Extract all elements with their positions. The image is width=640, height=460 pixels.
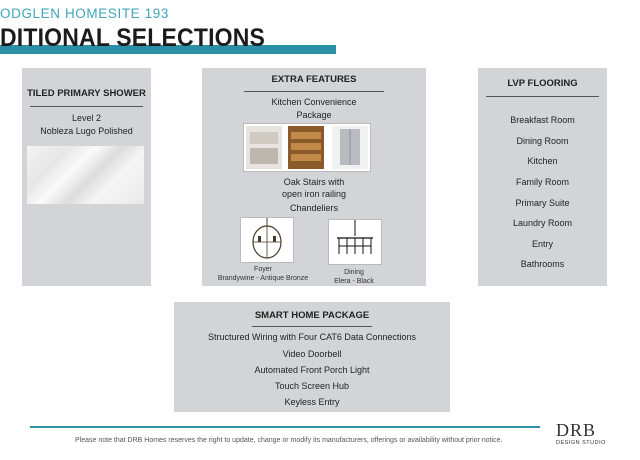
flooring-room: Kitchen	[527, 156, 558, 166]
flooring-room: Breakfast Room	[510, 115, 575, 125]
page-title: DITIONAL SELECTIONS	[0, 24, 266, 52]
foyer-chandelier-image	[240, 217, 294, 263]
marble-tile-image	[27, 146, 144, 204]
foyer-fixture-name: Brandywine - Antique Bronze	[217, 275, 309, 282]
foyer-chandelier-drawing	[241, 218, 293, 262]
flooring-room: Family Room	[515, 177, 569, 187]
kitchen-package-image	[243, 123, 371, 172]
smart-item: Structured Wiring with Four CAT6 Data Connections	[208, 332, 416, 342]
homesite-subtitle: ODGLEN HOMESITE 193	[0, 6, 169, 21]
oak-stairs-line1: Oak Stairs with	[283, 177, 345, 187]
flooring-room: Bathrooms	[520, 259, 565, 269]
extra-features-panel	[202, 68, 426, 286]
dining-chandelier-drawing	[329, 220, 381, 264]
kitchen-package-line1: Kitchen Convenience	[271, 97, 357, 107]
smart-item: Video Doorbell	[282, 349, 342, 359]
foyer-label: Foyer	[254, 266, 272, 273]
smart-home-panel	[174, 302, 450, 412]
shower-divider	[30, 106, 143, 107]
features-heading: EXTRA FEATURES	[271, 74, 357, 85]
dining-chandelier-image	[328, 219, 382, 265]
lvp-flooring-panel	[478, 68, 607, 286]
smart-item: Automated Front Porch Light	[254, 365, 370, 375]
footer-divider	[30, 426, 540, 428]
smart-divider	[252, 326, 372, 327]
shower-level: Level 2	[71, 113, 102, 123]
flooring-room: Primary Suite	[515, 198, 570, 208]
smart-item: Keyless Entry	[284, 397, 340, 407]
smart-item: Touch Screen Hub	[274, 381, 350, 391]
smart-heading: SMART HOME PACKAGE	[254, 310, 370, 321]
dining-label: Dining	[344, 269, 364, 276]
flooring-room: Entry	[531, 239, 553, 249]
dining-fixture-name: Elera - Black	[334, 278, 374, 285]
kitchen-package-photos	[244, 124, 370, 171]
shower-panel	[22, 68, 151, 286]
flooring-divider	[486, 96, 599, 97]
flooring-room: Dining Room	[516, 136, 569, 146]
drb-logo-subtitle: DESIGN STUDIO	[556, 440, 606, 446]
shower-heading: TILED PRIMARY SHOWER	[27, 88, 146, 99]
flooring-heading: LVP FLOORING	[507, 78, 578, 89]
features-divider	[244, 91, 384, 92]
flooring-room: Laundry Room	[512, 218, 573, 228]
chandeliers-label: Chandeliers	[289, 203, 339, 213]
drb-logo: DRB	[556, 420, 597, 440]
shower-tile-name: Nobleza Lugo Polished	[40, 126, 133, 136]
footer-disclaimer: Please note that DRB Homes reserves the right to update, change or modify its manufacturers, offerings or availability without prior notice.	[75, 437, 503, 444]
oak-stairs-line2: open iron railing	[281, 189, 347, 199]
kitchen-package-line2: Package	[296, 110, 332, 120]
